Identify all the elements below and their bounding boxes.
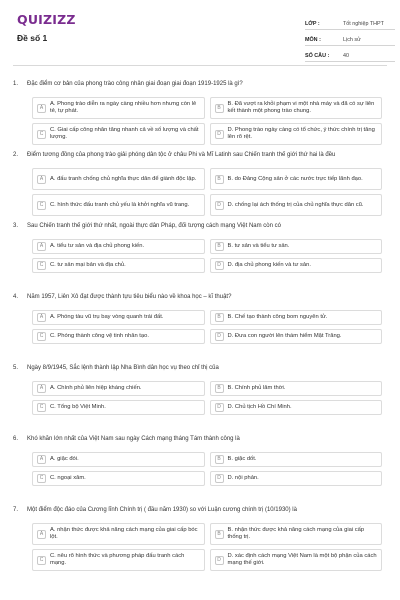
option-letter-badge: C (37, 261, 46, 270)
option-letter-badge: B (215, 104, 224, 113)
answer-option-a[interactable] (32, 452, 205, 467)
answer-option-d[interactable] (210, 400, 383, 415)
question-text: Đặc điểm cơ bản của phong trào công nhân giai đoạn giai đoạn 1919-1925 là gì? (27, 81, 243, 87)
option-text: A. tiểu tư sản và địa chủ phong kiến. (50, 243, 145, 249)
answer-options (32, 239, 382, 273)
question-number: 2. (13, 152, 19, 158)
question-5 (13, 364, 387, 435)
option-text: C. nêu rõ hình thức và phương pháp đấu tranh cách mạng. (50, 553, 185, 566)
answer-options (32, 97, 382, 145)
option-letter-badge: C (37, 201, 46, 210)
option-letter-badge: D (215, 261, 224, 270)
answer-option-c[interactable] (32, 123, 205, 145)
option-letter-badge: D (215, 130, 224, 139)
question-1 (13, 80, 387, 151)
option-letter-badge: A (37, 242, 46, 251)
answer-option-a[interactable] (32, 381, 205, 396)
option-letter-badge: B (215, 313, 224, 322)
answer-option-b[interactable] (210, 97, 383, 119)
option-text: D. địa chủ phong kiến và tư sản. (227, 262, 311, 268)
option-text: B. do Đảng Cộng sản ở các nước trực tiếp lãnh đạo. (227, 175, 363, 182)
option-letter-badge: C (37, 130, 46, 139)
worksheet-title: Đề số 1 (17, 33, 48, 43)
answer-option-b[interactable] (210, 523, 383, 545)
answer-option-c[interactable] (32, 258, 205, 273)
answer-option-b[interactable] (210, 452, 383, 467)
option-letter-badge: C (37, 332, 46, 341)
worksheet-meta (305, 14, 395, 62)
question-4 (13, 293, 387, 364)
answer-option-c[interactable] (32, 549, 205, 571)
option-letter-badge: B (215, 175, 224, 184)
question-text: Một điểm độc đáo của Cương lĩnh Chính trị ( đầu năm 1930) so với Luận cương chính trị (10/1930) là (27, 507, 297, 513)
answer-option-c[interactable] (32, 471, 205, 486)
option-text: A. nhận thức được khả năng cách mạng của giai cấp bóc lột. (50, 527, 198, 540)
question-text: Điểm tương đồng của phong trào giải phóng dân tộc ở châu Phi và Mĩ Latinh sau Chiến tranh thế giới thứ hai là đều (27, 152, 336, 158)
answer-option-c[interactable] (32, 329, 205, 344)
meta-key: LỚP : (305, 21, 320, 27)
answer-options (32, 168, 382, 216)
meta-key: SỐ CÂU : (305, 53, 330, 59)
option-letter-badge: B (215, 242, 224, 251)
option-letter-badge: D (215, 403, 224, 412)
meta-value: Tốt nghiệp THPT (343, 21, 384, 27)
option-text: C. hình thức đấu tranh chủ yếu là khởi nghĩa vũ trang. (50, 201, 190, 208)
answer-options (32, 452, 382, 486)
quizizz-logo: QUIZIZZ (17, 12, 76, 27)
answer-option-a[interactable] (32, 523, 205, 545)
question-number: 7. (13, 507, 19, 513)
option-letter-badge: A (37, 175, 46, 184)
answer-options (32, 523, 382, 571)
option-letter-badge: A (37, 455, 46, 464)
answer-option-a[interactable] (32, 310, 205, 325)
option-letter-badge: B (215, 455, 224, 464)
question-6 (13, 435, 387, 506)
option-letter-badge: B (215, 530, 224, 539)
answer-option-d[interactable] (210, 123, 383, 145)
answer-option-b[interactable] (210, 310, 383, 325)
option-text: B. tư sản và tiểu tư sản. (227, 243, 290, 249)
question-text: Khó khăn lớn nhất của Việt Nam sau ngày Cách mạng tháng Tám thành công là (27, 436, 240, 442)
option-text: D. Phong trào ngày càng có tổ chức, ý thức chính trị tăng lên rõ rệt. (227, 127, 375, 140)
answer-options (32, 381, 382, 415)
option-text: D. chống lại ách thống trị của chủ nghĩa thực dân cũ. (227, 201, 364, 208)
option-text: A. Phóng tàu vũ trụ bay vòng quanh trái đất. (50, 314, 164, 320)
question-3 (13, 222, 387, 293)
option-text: A. đấu tranh chống chủ nghĩa thực dân để giành độc lập. (50, 175, 197, 182)
meta-row-subject (305, 30, 395, 46)
option-text: D. xác định cách mạng Việt Nam là một bộ phận của cách mạng thế giới. (227, 553, 377, 566)
question-number: 3. (13, 223, 19, 229)
option-letter-badge: A (37, 313, 46, 322)
option-letter-badge: A (37, 104, 46, 113)
option-text: C. ngoại xâm. (50, 475, 86, 481)
question-number: 6. (13, 436, 19, 442)
option-text: C. tư sản mại bản và địa chủ. (50, 262, 126, 268)
answer-option-d[interactable] (210, 549, 383, 571)
option-text: D. nội phản. (227, 475, 259, 481)
answer-option-c[interactable] (32, 400, 205, 415)
answer-options (32, 310, 382, 344)
answer-option-b[interactable] (210, 168, 383, 190)
question-text: Sau Chiến tranh thế giới thứ nhất, ngoài thực dân Pháp, đối tượng cách mạng Việt Nam còn có (27, 223, 281, 229)
option-text: C. Phóng thành công vệ tinh nhân tạo. (50, 333, 149, 339)
meta-row-count (305, 46, 395, 62)
answer-option-d[interactable] (210, 258, 383, 273)
question-number: 5. (13, 365, 19, 371)
option-text: D. Chủ tịch Hồ Chí Minh. (227, 404, 292, 410)
option-text: A. giặc đói. (50, 456, 79, 462)
worksheet-header (13, 0, 387, 66)
option-letter-badge: A (37, 530, 46, 539)
option-text: A. Phong trào diễn ra ngày càng nhiều hơn nhưng còn lẻ tẻ, tự phát. (50, 101, 197, 114)
option-letter-badge: A (37, 384, 46, 393)
option-letter-badge: C (37, 474, 46, 483)
answer-option-b[interactable] (210, 239, 383, 254)
answer-option-c[interactable] (32, 194, 205, 216)
option-text: B. nhận thức được khả năng cách mạng của giai cấp thống trị. (227, 527, 365, 540)
option-text: C. Tổng bộ Việt Minh. (50, 404, 106, 410)
option-text: B. Đã vượt ra khỏi phạm vi một nhà máy và đã có sự liên kết thành một phong trào chung. (227, 101, 375, 114)
option-letter-badge: B (215, 384, 224, 393)
meta-value: 40 (343, 53, 349, 59)
answer-option-b[interactable] (210, 381, 383, 396)
answer-option-d[interactable] (210, 329, 383, 344)
meta-value: Lịch sử (343, 37, 361, 43)
meta-key: MÔN : (305, 37, 321, 43)
option-text: B. giặc dốt. (227, 456, 257, 462)
option-text: D. Đưa con người lên thám hiểm Mặt Trăng. (227, 333, 342, 339)
option-letter-badge: D (215, 556, 224, 565)
question-text: Ngày 8/9/1945, Sắc lệnh thành lập Nha Bình dân học vụ theo chỉ thị của (27, 365, 219, 371)
option-letter-badge: C (37, 556, 46, 565)
answer-option-a[interactable] (32, 239, 205, 254)
question-number: 1. (13, 81, 19, 87)
meta-row-class (305, 14, 395, 30)
question-number: 4. (13, 294, 19, 300)
question-2 (13, 151, 387, 222)
option-text: B. Chính phủ lâm thời. (227, 385, 286, 391)
option-letter-badge: D (215, 474, 224, 483)
answer-option-a[interactable] (32, 168, 205, 190)
option-letter-badge: D (215, 332, 224, 341)
answer-option-d[interactable] (210, 471, 383, 486)
question-7 (13, 506, 387, 577)
answer-option-a[interactable] (32, 97, 205, 119)
option-text: C. Giai cấp công nhân tăng nhanh cả về số lượng và chất lượng. (50, 127, 199, 140)
answer-option-d[interactable] (210, 194, 383, 216)
option-letter-badge: D (215, 201, 224, 210)
option-text: A. Chính phủ liên hiệp kháng chiến. (50, 385, 142, 391)
option-letter-badge: C (37, 403, 46, 412)
option-text: B. Chế tạo thành công bom nguyên tử. (227, 314, 328, 320)
question-list (13, 80, 387, 577)
question-text: Năm 1957, Liên Xô đạt được thành tựu tiêu biểu nào về khoa học – kĩ thuật? (27, 294, 232, 300)
